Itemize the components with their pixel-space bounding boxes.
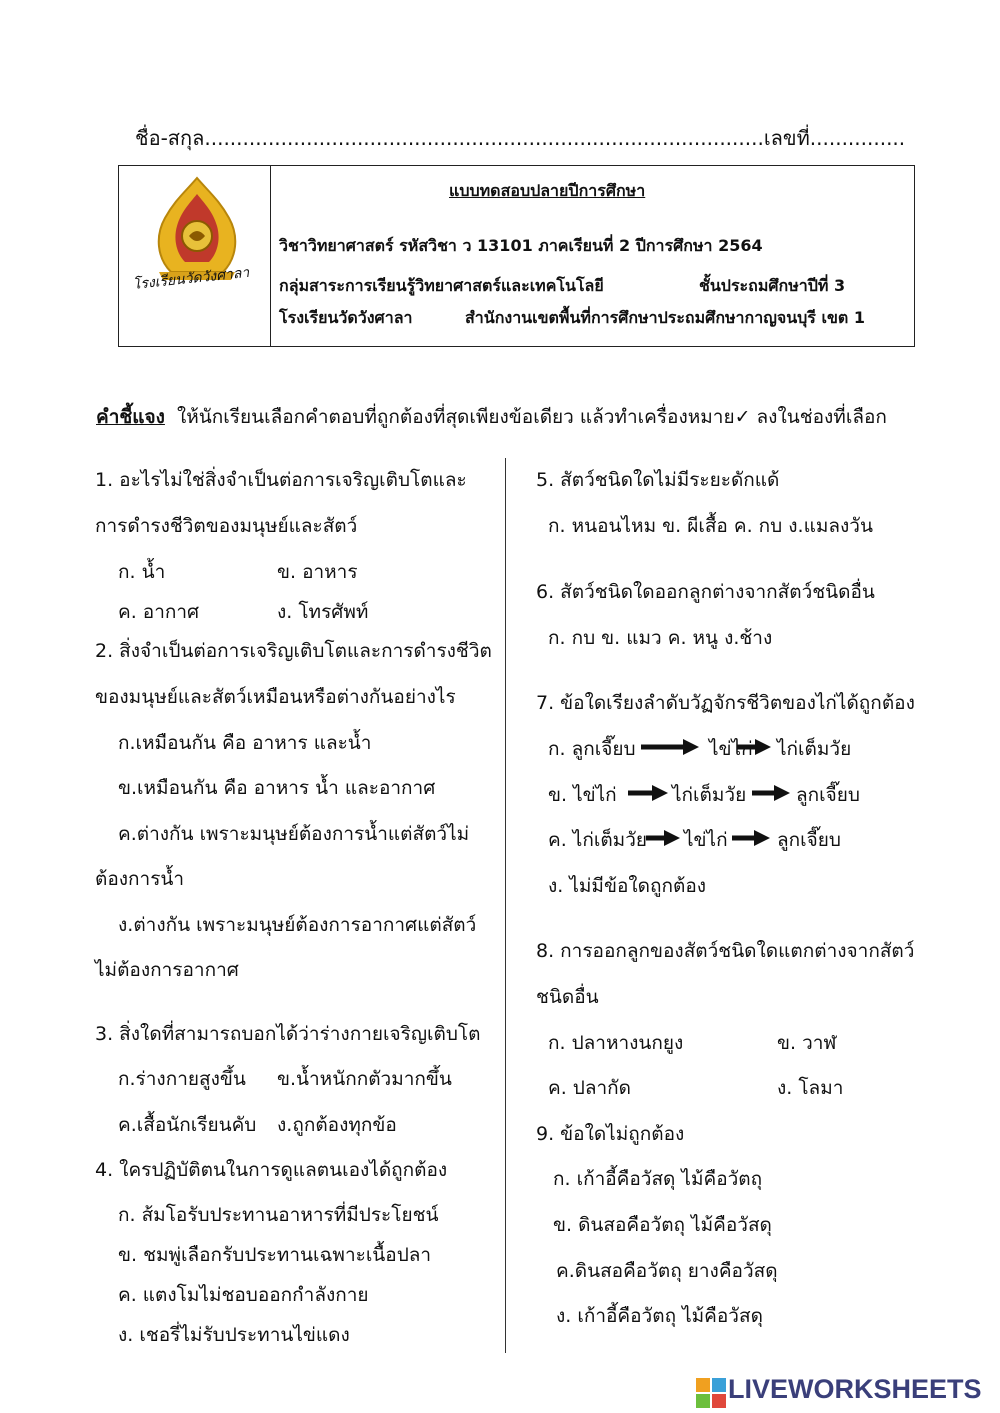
arrow-right-icon	[641, 738, 699, 756]
exam-title: แบบทดสอบปลายปีการศึกษา	[449, 181, 646, 200]
question-4-option-c[interactable]: ค. แตงโมไม่ชอบออกกำลังกาย	[118, 1284, 369, 1306]
arrow-right-icon	[732, 829, 770, 847]
question-9-text: 9. ข้อใดไม่ถูกต้อง	[536, 1123, 685, 1145]
grade-level: ชั้นประถมศึกษาปีที่ 3	[699, 276, 846, 295]
question-8-text-cont: ชนิดอื่น	[536, 986, 599, 1008]
question-2-option-d[interactable]: ง.ต่างกัน เพราะมนุษย์ต้องการอากาศแต่สัตว์	[118, 914, 477, 936]
question-1-text: 1. อะไรไม่ใช่สิ่งจำเป็นต่อการเจริญเติบโตและ	[95, 469, 467, 491]
question-2-option-d-cont: ไม่ต้องการอากาศ	[95, 959, 239, 981]
question-4-option-b[interactable]: ข. ชมพู่เลือกรับประทานเฉพาะเนื้อปลา	[118, 1244, 432, 1266]
question-9-option-c[interactable]: ค.ดินสอคือวัตถุ ยางคือวัสดุ	[556, 1260, 778, 1282]
question-2-option-a[interactable]: ก.เหมือนกัน คือ อาหาร และน้ำ	[118, 732, 372, 754]
question-7-text: 7. ข้อใดเรียงลำดับวัฏจักรชีวิตของไก่ได้ถูกต้อง	[536, 692, 915, 714]
question-7-option-a-stage-2: ไข่ไก่	[709, 738, 753, 760]
question-2-text-cont: ของมนุษย์และสัตว์เหมือนหรือต่างกันอย่างไร	[95, 686, 456, 708]
question-8-option-b[interactable]: ข. วาฬ	[777, 1032, 837, 1054]
instructions-text: ให้นักเรียนเลือกคำตอบที่ถูกต้องที่สุดเพียงข้อเดียว แล้วทำเครื่องหมาย✓ ลงในช่องที่เลือก	[177, 406, 887, 428]
question-3-option-b[interactable]: ข.น้ำหนักกตัวมากขึ้น	[277, 1068, 452, 1090]
question-3-option-d[interactable]: ง.ถูกต้องทุกข้อ	[277, 1114, 397, 1136]
question-4-option-a[interactable]: ก. ส้มโอรับประทานอาหารที่มีประโยชน์	[118, 1204, 439, 1226]
question-8-option-c[interactable]: ค. ปลากัด	[548, 1077, 632, 1099]
question-2-text: 2. สิ่งจำเป็นต่อการเจริญเติบโตและการดำรงชีวิต	[95, 640, 492, 662]
question-2-option-c[interactable]: ค.ต่างกัน เพราะมนุษย์ต้องการน้ำแต่สัตว์ไม่	[118, 823, 470, 845]
question-2-option-c-cont: ต้องการน้ำ	[95, 868, 185, 890]
question-1-option-d[interactable]: ง. โทรศัพท์	[277, 601, 369, 623]
question-7-option-c-stage-2: ไข่ไก่	[684, 829, 728, 851]
question-8-option-a[interactable]: ก. ปลาหางนกยูง	[548, 1032, 684, 1054]
question-9-option-a[interactable]: ก. เก้าอี้คือวัสดุ ไม้คือวัตถุ	[553, 1168, 763, 1190]
watermark-text: LIVEWORKSHEETS	[728, 1374, 982, 1404]
question-7-option-b-stage-2: ไก่เต็มวัย	[672, 784, 747, 806]
header-divider	[270, 166, 271, 346]
arrow-right-icon	[628, 784, 668, 802]
subject-line: วิชาวิทยาศาสตร์ รหัสวิชา ว 13101 ภาคเรียนที่ 2 ปีการศึกษา 2564	[279, 236, 763, 255]
question-3-option-c[interactable]: ค.เสื้อนักเรียนคับ	[118, 1114, 257, 1136]
question-5-text: 5. สัตว์ชนิดใดไม่มีระยะดักแด้	[536, 469, 780, 491]
question-6-options[interactable]: ก. กบ ข. แมว ค. หนู ง.ช้าง	[548, 627, 773, 649]
question-7-option-a-stage-3: ไก่เต็มวัย	[777, 738, 852, 760]
question-1-text-cont: การดำรงชีวิตของมนุษย์และสัตว์	[95, 515, 358, 537]
question-4-text: 4. ใครปฏิบัติตนในการดูแลตนเองได้ถูกต้อง	[95, 1159, 448, 1181]
question-8-option-d[interactable]: ง. โลมา	[777, 1077, 844, 1099]
arrow-right-icon	[752, 784, 790, 802]
question-7-option-c-stage-1[interactable]: ค. ไก่เต็มวัย	[548, 829, 648, 851]
question-3-text: 3. สิ่งใดที่สามารถบอกได้ว่าร่างกายเจริญเติบโต	[95, 1023, 481, 1045]
learning-area: กลุ่มสาระการเรียนรู้วิทยาศาสตร์และเทคโนโลยี	[279, 276, 604, 295]
arrow-right-icon	[646, 829, 680, 847]
question-7-option-a-stage-1[interactable]: ก. ลูกเจี๊ยบ	[548, 738, 636, 760]
question-1-option-a[interactable]: ก. น้ำ	[118, 561, 166, 583]
logo-text: โรงเรียนวัดวังศาลา	[132, 264, 250, 293]
name-line: ชื่อ-สกุล........................................................................................เลขที่...............	[135, 126, 906, 150]
arrow-right-icon	[737, 738, 771, 756]
question-7-option-d[interactable]: ง. ไม่มีข้อใดถูกต้อง	[548, 875, 707, 897]
question-1-option-c[interactable]: ค. อากาศ	[118, 601, 200, 623]
question-6-text: 6. สัตว์ชนิดใดออกลูกต่างจากสัตว์ชนิดอื่น	[536, 581, 875, 603]
header-box	[118, 165, 915, 347]
question-9-option-d[interactable]: ง. เก้าอี้คือวัตถุ ไม้คือวัสดุ	[556, 1305, 763, 1327]
question-7-option-b-stage-1[interactable]: ข. ไข่ไก่	[548, 784, 617, 806]
question-8-text: 8. การออกลูกของสัตว์ชนิดใดแตกต่างจากสัตว์	[536, 940, 915, 962]
question-5-options[interactable]: ก. หนอนไหม ข. ผีเสื้อ ค. กบ ง.แมลงวัน	[548, 515, 873, 537]
liveworksheets-logo-icon	[696, 1378, 726, 1408]
question-7-option-b-stage-3: ลูกเจี๊ยบ	[796, 784, 860, 806]
question-9-option-b[interactable]: ข. ดินสอคือวัตถุ ไม้คือวัสดุ	[553, 1214, 772, 1236]
question-4-option-d[interactable]: ง. เชอรี่ไม่รับประทานไข่แดง	[118, 1324, 350, 1346]
school-name: โรงเรียนวัดวังศาลา	[279, 308, 413, 327]
education-office: สำนักงานเขตพื้นที่การศึกษาประถมศึกษากาญจนบุรี เขต 1	[465, 308, 865, 327]
question-7-option-c-stage-3: ลูกเจี๊ยบ	[777, 829, 841, 851]
instructions-label: คำชี้แจง	[96, 406, 165, 428]
question-1-option-b[interactable]: ข. อาหาร	[277, 561, 358, 583]
question-3-option-a[interactable]: ก.ร่างกายสูงขึ้น	[118, 1068, 246, 1090]
column-divider	[505, 458, 506, 1353]
question-2-option-b[interactable]: ข.เหมือนกัน คือ อาหาร น้ำ และอากาศ	[118, 777, 436, 799]
